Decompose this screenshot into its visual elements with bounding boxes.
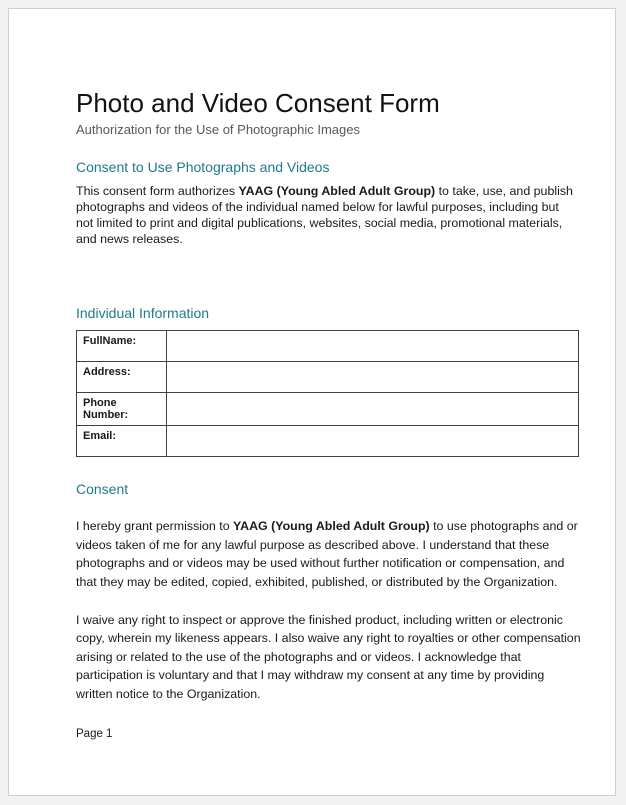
phone-number-field[interactable] (167, 393, 579, 426)
address-label: Address: (77, 362, 167, 393)
email-label: Email: (77, 426, 167, 457)
table-row (77, 362, 579, 393)
document-content (9, 9, 615, 740)
use-consent-text-prefix: This consent form authorizes (76, 183, 239, 198)
document-page (8, 8, 616, 796)
use-consent-text-suffix: to take, use, and publish photographs and videos of the individual named below for lawful purposes, including but not limited to print and digital publications, websites, social media, promotional materials, and news releases. (76, 183, 573, 246)
organization-name-bold: YAAG (Young Abled Adult Group) (238, 183, 436, 198)
consent-p1-prefix: I hereby grant permission to (76, 519, 234, 534)
consent-heading: Consent (76, 481, 129, 498)
individual-information-table (76, 330, 579, 457)
table-row (77, 426, 579, 457)
table-row (77, 331, 579, 362)
consent-paragraph-2: I waive any right to inspect or approve the finished product, including written or electronic copy, wherein my likeness appears. I also waive any right to royalties or other compensation arising or related to the use of the photographs and or videos. I acknowledge that participation is voluntary and that I may withdraw my consent at any time by providing written notice to the Organization. (76, 612, 581, 701)
table-row (77, 393, 579, 426)
page-title: Photo and Video Consent Form (76, 88, 440, 118)
section-individual-information (76, 305, 577, 457)
organization-name-bold: YAAG (Young Abled Adult Group) (233, 519, 430, 534)
section-use-consent (76, 159, 577, 247)
section-consent (76, 481, 581, 703)
use-consent-paragraph (76, 184, 577, 248)
fullname-field[interactable] (167, 331, 579, 362)
fullname-label: FullName: (77, 331, 167, 362)
individual-information-heading: Individual Information (76, 305, 210, 322)
consent-p1-suffix: to use photographs and or videos taken of me for any lawful purpose as described above. I understand that these photographs and or videos may be used without further notification or compensation, and that they may be edited, copied, exhibited, published, or distributed by the Organization. (76, 519, 578, 589)
phone-number-label: Phone Number: (77, 393, 167, 426)
address-field[interactable] (167, 362, 579, 393)
page-subtitle: Authorization for the Use of Photographic Images (76, 121, 360, 137)
page-number-footer: Page 1 (76, 727, 113, 740)
use-consent-heading: Consent to Use Photographs and Videos (76, 159, 330, 176)
consent-paragraph-1 (76, 517, 581, 591)
email-field[interactable] (167, 426, 579, 457)
